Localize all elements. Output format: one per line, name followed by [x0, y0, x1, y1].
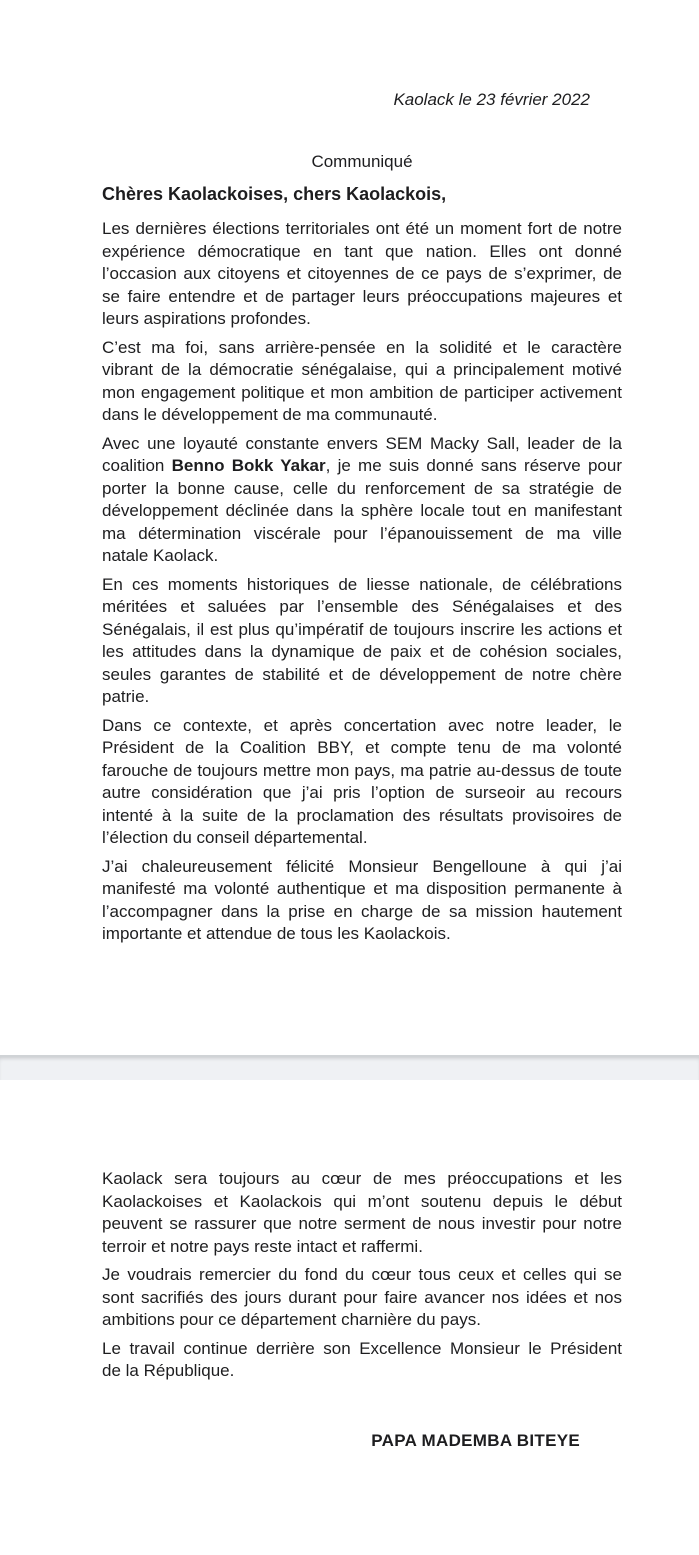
text-line: porter la bonne cause, celle du renforcement de sa stratégie de	[102, 478, 622, 498]
paragraph	[102, 574, 622, 709]
text-line: importante et attendue de tous les Kaolackois.	[102, 924, 451, 943]
text-line: Je voudrais remercier du fond du cœur tous ceux et celles qui se	[102, 1265, 622, 1284]
date-line: Kaolack le 23 février 2022	[393, 90, 590, 109]
paragraph	[102, 433, 622, 568]
text-line: Sénégalais, il est plus qu’impératif de toujours inscrire les actions et	[102, 619, 622, 639]
text-line: J’ai chaleureusement félicité Monsieur Bengelloune à qui j’ai	[102, 856, 622, 876]
text-line: dans le développement de ma communauté.	[102, 405, 438, 424]
text-line: sont sacrifiés des jours durant pour faire avancer nos idées et nos	[102, 1287, 622, 1307]
text-line: leurs aspirations profondes.	[102, 309, 311, 328]
text-line: peuvent se rassurer que notre serment de nous investir pour notre	[102, 1214, 622, 1233]
text-line: seules garantes de stabilité et de développement de notre chère	[102, 664, 622, 684]
text-line: l’élection du conseil départemental.	[102, 828, 368, 847]
page-break-gap	[0, 1055, 699, 1080]
text-line: Avec une loyauté constante envers SEM Macky Sall, leader de la	[102, 433, 622, 453]
page-1-body	[102, 218, 622, 946]
text-line: de la République.	[102, 1361, 235, 1380]
text-line: En ces moments historiques de liesse nationale, de célébrations	[102, 574, 622, 594]
text-line: ambitions pour ce département charnière du pays.	[102, 1310, 481, 1329]
text-line: ma détermination viscérale pour l’épanouissement de ma ville	[102, 523, 622, 543]
text-line: Les dernières élections territoriales ont été un moment fort de notre	[102, 219, 622, 238]
greeting-line: Chères Kaolackoises, chers Kaolackois,	[102, 184, 447, 204]
text-line: manifesté ma volonté authentique et ma disposition permanente à	[102, 879, 622, 898]
page-2-body	[102, 1168, 622, 1383]
text-line: l’occasion aux citoyens et citoyennes de ce pays de s’exprimer, de	[102, 264, 622, 283]
paragraph	[102, 1338, 622, 1383]
text-line: les attitudes dans la dynamique de paix et de cohésion sociales,	[102, 642, 622, 661]
paragraph	[102, 1168, 622, 1258]
text-line: Dans ce contexte, et après concertation avec notre leader, le	[102, 715, 622, 735]
text-line: se faire entendre et de partager leurs préoccupations majeures et	[102, 286, 622, 306]
text-line: natale Kaolack.	[102, 546, 219, 565]
paragraph	[102, 856, 622, 946]
paragraph	[102, 715, 622, 850]
document-title: Communiqué	[311, 152, 413, 171]
text-line: coalition Benno Bokk Yakar, je me suis donné sans réserve pour	[102, 456, 622, 475]
text-line: mon engagement politique et mon ambition de participer activement	[102, 382, 622, 402]
text-line: Président de la Coalition BBY, et compte tenu de ma volonté	[102, 738, 622, 757]
text-line: Kaolack sera toujours au cœur de mes préoccupations et les	[102, 1169, 622, 1188]
text-line: farouche de toujours mettre mon pays, ma patrie au-dessus de toute	[102, 760, 622, 780]
text-line: C’est ma foi, sans arrière-pensée en la solidité et le caractère	[102, 337, 622, 357]
text-line: vibrant de la démocratie sénégalaise, qui a principalement motivé	[102, 360, 622, 379]
text-line: terroir et notre pays reste intact et raffermi.	[102, 1236, 423, 1256]
text-line: Kaolackoises et Kaolackois qui m’ont soutenu depuis le début	[102, 1191, 622, 1211]
paragraph	[102, 1264, 622, 1332]
text-line: patrie.	[102, 687, 150, 706]
text-line: méritées et saluées par l’ensemble des Sénégalaises et des	[102, 597, 622, 616]
text-line: développement déclinée dans la sphère locale tout en manifestant	[102, 501, 622, 520]
text-line: l’accompagner dans la prise en charge de sa mission hautement	[102, 901, 622, 921]
signature-name: PAPA MADEMBA BITEYE	[371, 1430, 580, 1450]
document-page-2	[0, 1080, 699, 1555]
paragraph	[102, 218, 622, 331]
text-line: autre considération que j’ai pris l’option de surseoir au recours	[102, 783, 622, 802]
text-line: Le travail continue derrière son Excellence Monsieur le Président	[102, 1338, 622, 1358]
text-line: intenté à la suite de la proclamation des résultats provisoires de	[102, 805, 622, 825]
paragraph	[102, 337, 622, 427]
text-line: expérience démocratique en tant que nation. Elles ont donné	[102, 241, 622, 261]
